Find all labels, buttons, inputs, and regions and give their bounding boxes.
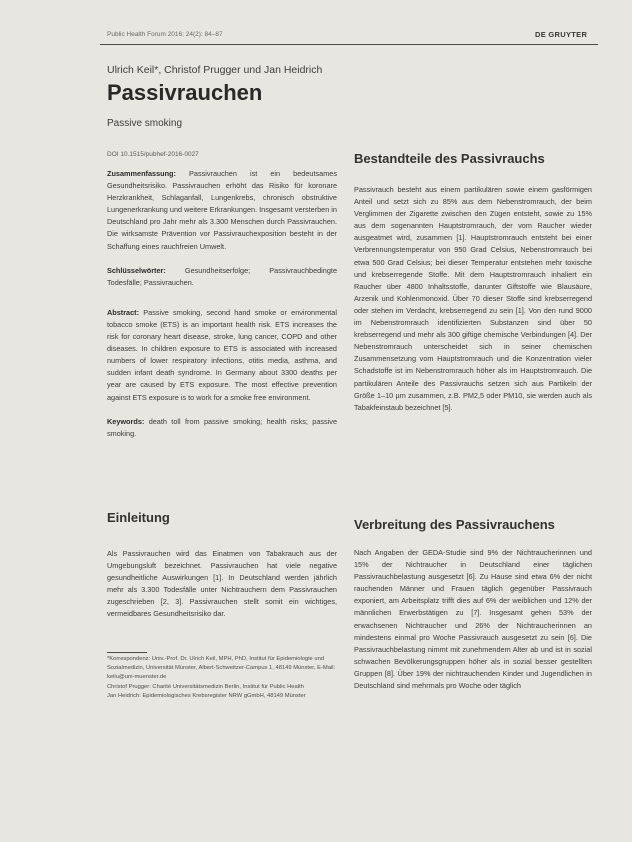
einleitung-body <box>107 548 337 633</box>
article-subtitle: Passive smoking <box>107 118 183 129</box>
abstract-column <box>107 168 337 452</box>
article-title: Passivrauchen <box>107 80 263 105</box>
verbreitung-body <box>354 547 592 704</box>
keywords-german-label: Schlüsselwörter: <box>107 265 166 275</box>
keywords-english-label: Keywords: <box>107 416 145 426</box>
authors: Ulrich Keil*, Christof Prugger und Jan Heidrich <box>107 64 323 76</box>
section-heading-einleitung: Einleitung <box>107 510 170 525</box>
keywords-german <box>107 265 337 289</box>
einleitung-paragraph: Als Passivrauchen wird das Einatmen von Tabakrauch aus der Umgebungsluft bezeichnet. Passivrauchen hat viele negative gesundheitliche Auswirkungen [1]. In Deutschland werden jährlich mehr als 3.300 Todesfälle unter Nichtrauchern dem Passivrauchen zugeschrieben [2, 3]. Passivrauchen stellt somit ein wichtiges, vermeidbares Gesundheitsrisiko dar. <box>107 549 337 619</box>
abstract-english-label: Abstract: <box>107 307 140 317</box>
header-rule <box>100 44 598 45</box>
verbreitung-paragraph: Nach Angaben der GEDA-Studie sind 9% der Nichtraucherinnen und 15% der Nichtraucher in Deutschland einer täglichen Passivrauchbelastung ausgesetzt [6]. Zu Hause sind etwa 6% der nicht rauchenden Männer und Frauen täglich gegenüber Passivrauch exponiert, am Arbeitsplatz trifft dies auf 6% der weiblichen und 12% der männlichen Erwerbstätigen zu [7]. Insgesamt gehen 53% der erwachsenen Nichtraucher und 26% der Nichtraucherinnen an mindestens einmal pro Woche Passivrauch ausgesetzt zu sein [6]. Die Passivrauchbelastung nimmt mit zunehmendem Alter ab und ist in sozial schwachen Bevölkerungsgruppen höher als in sozial besser gestellten Gruppen [8]. Über 19% der nichtrauchenden Kinder und Jugendlichen in Deutschland sind mehrmals pro Woche oder täglich <box>354 548 592 691</box>
abstract-english <box>107 307 337 404</box>
bestandteile-paragraph: Passivrauch besteht aus einem partikulären sowie einem gasförmigen Anteil und setzt sich zu 85% aus dem Nebenstromrauch, der beim Verglimmen der Zigarette zwischen den Zügen entsteht, sowie zu 15% aus dem sogenannten Hauptstromrauch, der vom Raucher wieder ausgeatmet wird, zusammen [1]. Hauptstromrauch entsteht bei einer Verbrennungstemperatur von 950 Grad Celsius, Nebenstromrauch bei etwa 500 Grad Celsius; bei dieser Temperatur entstehen mehr toxische und krebserregende Stoffe. Mit dem Hauptstromrauch inhaliert ein Raucher über 4800 Inhaltsstoffe, darunter Giftstoffe wie Blausäure, Arzenik und Kohlenmonoxid. Über 70 dieser Stoffe sind krebserregend oder stehen im Verdacht, krebserregend zu sein [1]. Von den rund 9000 im Nebenstromrauch identifizierten Substanzen sind über 50 krebserregend und mehr als 300 giftige chemische Verbindungen [4]. Der Nebenstromrauch unterscheidet sich in seiner chemischen Zusammensetzung vom Hauptstromrauch und die Konzentration vieler Schadstoffe ist im Nebenstromrauch höher als im Hauptstromrauch. Die partikulären Anteile des Passivrauchs setzen sich aus Partikeln der Größe 1–10 µm zusammen, z.B. PM2,5 oder PM10, sie werden auch als Tabakfeinstaub bezeichnet [5]. <box>354 185 592 412</box>
keywords-english-text: death toll from passive smoking; health risks; passive smoking. <box>107 416 337 438</box>
footnote-correspondence: *Korrespondenz: Univ.-Prof. Dr. Ulrich Keil, MPH, PhD, Institut für Epidemiologie und Sozialmedizin, Universität Münster, Albert-Schweitzer-Campus 1, 48149 Münster, E-Mail: keilu@uni-muenster.de <box>107 656 336 681</box>
section-heading-bestandteile: Bestandteile des Passivrauchs <box>354 151 545 166</box>
doi: DOI 10.1515/pubhef-2016-0027 <box>107 151 199 158</box>
section-heading-verbreitung: Verbreitung des Passivrauchens <box>354 517 555 532</box>
abstract-german-text: Passivrauchen ist ein bedeutsames Gesundheitsrisiko. Passivrauchen erhöht das Risiko für koronare Herzkrankheit, Schlaganfall, Lungenkrebs, chronisch obstruktive Lungenerkrankung und weitere Erkrankungen. Insgesamt versterben in Deutschland pro Jahr mehr als 3.300 Menschen durch Passivrauchen. Die wirksamste Prävention vor Passivrauchexposition besteht in der Schaffung eines rauchfreien Umwelt. <box>107 169 337 251</box>
keywords-english <box>107 416 337 440</box>
footnote-prugger: Christof Prugger: Charité Universitätsmedizin Berlin, Institut für Public Health <box>107 683 304 690</box>
footnotes <box>107 655 342 701</box>
abstract-english-text: Passive smoking, second hand smoke or environmental tobacco smoke (ETS) is an important health risk. ETS increases the risk for coronary heart disease, stroke, lung cancer, COPD and other diseases. In children exposure to ETS is associated with increased numbers of lower respiratory infections, otitis media, asthma, and sudden infant death syndrome. In Germany about 3300 deaths per year are caused by ETS exposure. The most effective prevention against ETS exposure is to work for a smoke free environment. <box>107 307 337 402</box>
footnote-heidrich: Jan Heidrich: Epidemiologisches Krebsregister NRW gGmbH, 48149 Münster <box>107 692 306 699</box>
footnote-rule <box>107 652 147 653</box>
abstract-german <box>107 168 337 253</box>
keywords-german-text: Gesundheitserfolge; Passivrauchbedingte Todesfälle; Passivrauchen. <box>107 265 338 287</box>
journal-citation: Public Health Forum 2016; 24(2): 84–87 <box>107 31 223 38</box>
bestandteile-body <box>354 184 592 426</box>
publisher-logo: DE GRUYTER <box>535 30 588 39</box>
abstract-german-label: Zusammenfassung: <box>107 169 176 178</box>
